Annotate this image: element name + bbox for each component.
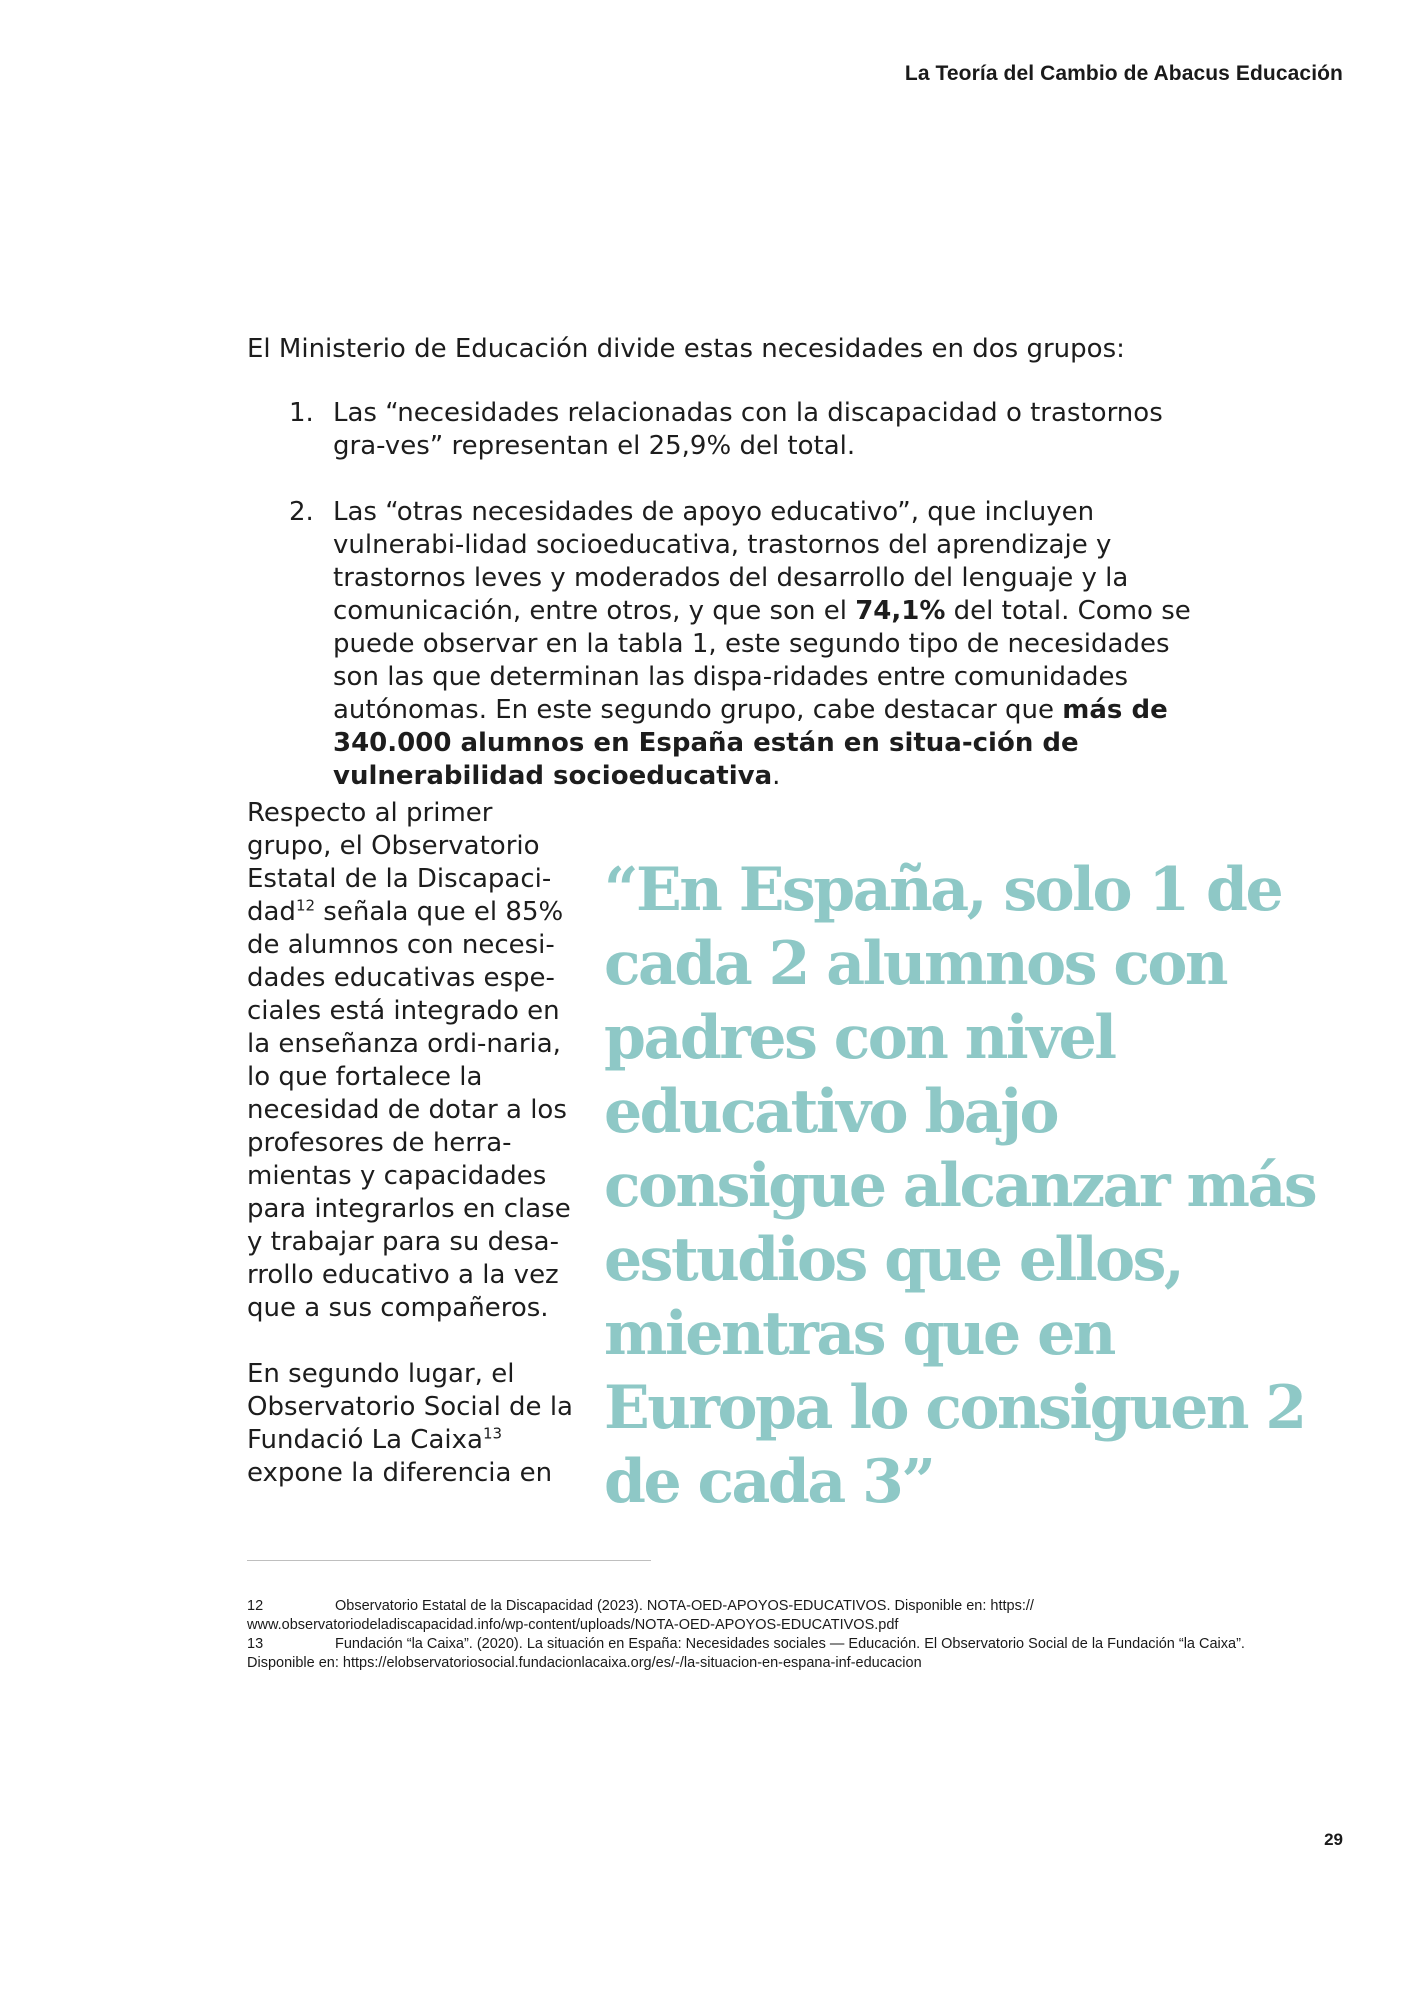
list-item-number: 2. (289, 497, 314, 527)
column-text: En segundo lugar, el Observatorio Social de la Fundació La Caixa (247, 1359, 573, 1455)
column-text: expone la diferencia en (247, 1458, 553, 1488)
footnote (247, 1597, 1247, 1635)
footnote-number: 13 (247, 1636, 264, 1652)
column-text: señala que el 85% de alumnos con necesi-dades educativas espe-ciales está integrado en la enseñanza ordi-naria, lo que fortalece la necesidad de dotar a los profesores de herra-mientas y capacidades para integrarlos en clase y trabajar para su desa-rrollo educativo a la vez que a sus compañeros. (247, 897, 571, 1323)
footnote-number: 12 (247, 1598, 264, 1614)
list-item-text: Las “necesidades relacionadas con la discapacidad o trastornos gra-ves” representan el 25,9% del total. (333, 398, 1163, 461)
footnotes (247, 1597, 1247, 1673)
list-item-number: 1. (289, 398, 314, 428)
footnote-text: Observatorio Estatal de la Discapacidad (2023). NOTA-OED-APOYOS-EDUCATIVOS. Disponible en: https:// www.observatoriodeladiscapacidad.info/wp-content/uploads/NOTA-OED-APOYOS-EDUCATIVOS.pdf (247, 1598, 1034, 1633)
list-item (289, 397, 1209, 463)
highlight-percentage: 74,1% (855, 596, 946, 626)
pull-quote: “En España, solo 1 de cada 2 alumnos con padres con nivel educativo bajo consigue alcanzar más estudios que ellos, mientras que en Europa lo consiguen 2 de cada 3” (604, 855, 1316, 1517)
page-number: 29 (1324, 1830, 1343, 1849)
list-item-text (333, 497, 1191, 791)
footnote-text: Fundación “la Caixa”. (2020). La situación en España: Necesidades sociales — Educación. El Observatorio Social de la Fundación “la Caixa”. Disponible en: https://elobservatoriosocial.fundacionlacaixa.org/es/-/la-situacion-en-espana-inf-educacion (247, 1636, 1245, 1671)
list-item-text-part: . (772, 761, 781, 791)
list-item-text-part: Las “otras necesidades de apoyo educativo”, que incluyen vulnerabi-lidad socioeducativa, trastornos del aprendizaje y trastornos leves y moderados del desarrollo del lenguaje y la comunicación, entre otros, y que son el (333, 497, 1129, 626)
list-item-text-part: del total. Como se puede observar en la tabla 1, este segundo tipo de necesidades son las que determinan las dispa-ridades entre comunidades autónomas. En este segundo grupo, cabe destacar que (333, 596, 1191, 725)
column-text: Respecto al primer grupo, el Observatorio Estatal de la Discapaci-dad (247, 798, 552, 927)
footnote-ref-13[interactable]: 13 (482, 1424, 503, 1443)
intro-paragraph: El Ministerio de Educación divide estas necesidades en dos grupos: (247, 334, 1125, 364)
column-paragraph (247, 797, 577, 1325)
highlight-vulnerability: más de 340.000 alumnos en España están en situa-ción de vulnerabilidad socioeducativa (333, 695, 1168, 791)
list-item (289, 496, 1209, 793)
side-column (247, 797, 577, 1490)
footnote (247, 1635, 1247, 1673)
needs-list (289, 397, 1209, 793)
column-paragraph (247, 1358, 577, 1490)
footnote-ref-12[interactable]: 12 (295, 896, 316, 915)
footnote-divider (247, 1560, 651, 1561)
running-header: La Teoría del Cambio de Abacus Educación (904, 62, 1343, 85)
